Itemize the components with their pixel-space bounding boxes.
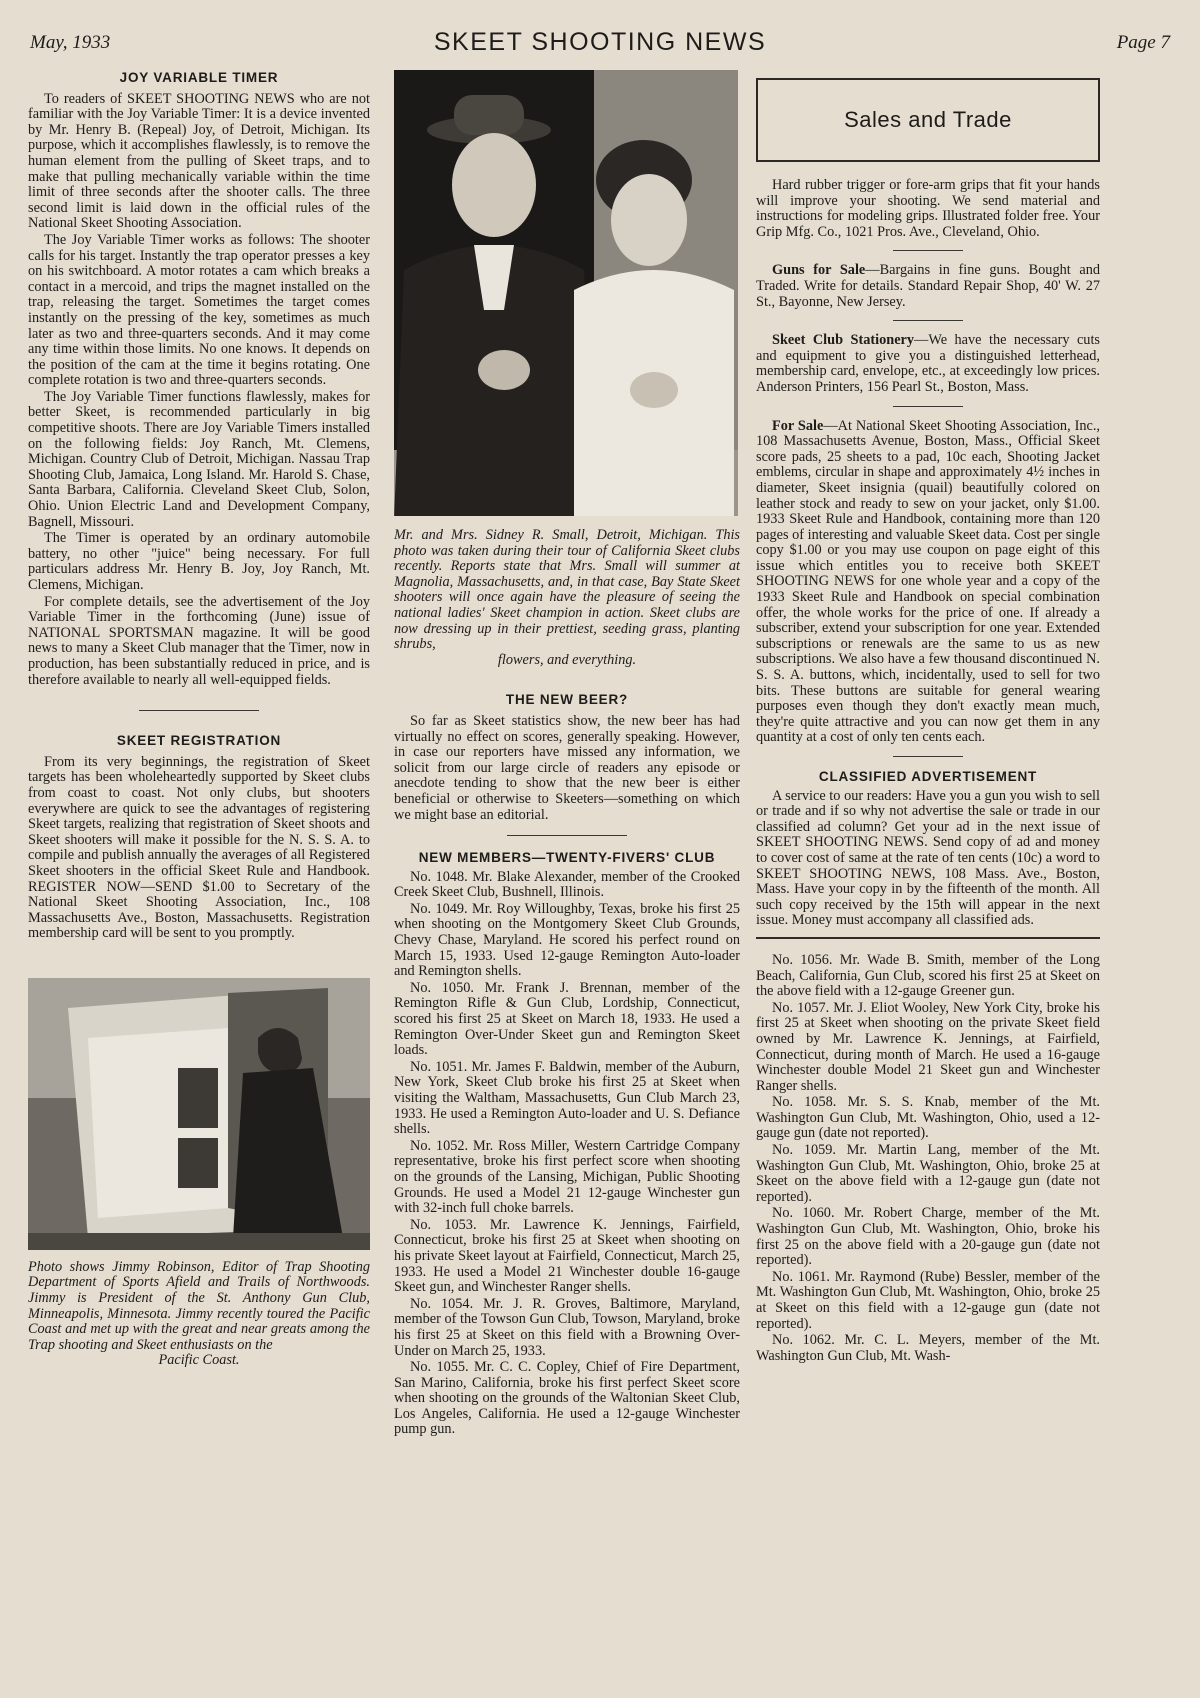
registration-paragraph: From its very beginnings, the registration of Skeet targets has been wholeheartedly supported by Skeet clubs from coast to coast. Not only clubs, but shooters everywhere are quick to see the advantages of registering Skeet targets, realizing that registration of Skeet shoots and Skeet shooters will make it possible for the N. S. S. A. to compile and publish annually the averages of all Registered Skeet shooters in the official Skeet Rule and Handbook. REGISTER NOW—SEND $1.00 to Secretary of the National Skeet Shooting Association, Inc., 108 Massachusetts Ave., Boston, Massachusetts. Registration membership card will be sent to you promptly. — [28, 753, 370, 942]
registration-heading: SKEET REGISTRATION — [116, 733, 282, 749]
section-divider — [507, 835, 627, 836]
classified-ad — [756, 419, 1100, 746]
column-middle — [394, 70, 740, 1438]
column-left — [28, 70, 370, 1369]
caption-text-last-line: flowers, and everything. — [497, 651, 637, 668]
ad-divider — [893, 250, 963, 251]
member-entry: No. 1059. Mr. Martin Lang, member of the Mt. Washington Gun Club, Mt. Washington, Ohio, broke 25 at Skeet on the above field with a 12-gauge gun (date not reported). — [756, 1142, 1100, 1205]
joy-timer-paragraph: The Joy Variable Timer functions flawlessly, makes for better Skeet, is recommended particularly in big competitive shoots. There are Joy Variable Timers installed on the following fields: Joy Ranch, Mt. Clemens, Michigan. Country Club of Detroit, Michigan. Nassau Trap Shooting Club, Jamaica, Long Island. Mr. Harold S. Chase, Santa Barbara, California. Cleveland Skeet Club, Solon, Ohio. Union Electric Land and Development Company, Bagnell, Missouri. — [28, 388, 370, 530]
section-divider — [893, 756, 963, 757]
classified-ad: Hard rubber trigger or fore-arm grips that fit your hands will improve your shooting. We send material and instructions for modeling grips. Illustrated folder free. Your Grip Mfg. Co., 1021 Pros. Ave., Cleveland, Ohio. — [756, 177, 1100, 240]
member-entry: No. 1061. Mr. Raymond (Rube) Bessler, member of the Mt. Washington Gun Club, Mt. Washington, Ohio, broke 25 at Skeet on this field with a 12-gauge gun (date not reported). — [756, 1268, 1100, 1332]
photo-small-couple — [394, 70, 738, 516]
classified-heading: CLASSIFIED ADVERTISEMENT — [818, 769, 1038, 784]
member-entry: No. 1051. Mr. James F. Baldwin, member of the Auburn, New York, Skeet Club broke his first 25 at Skeet when visiting the Waltham, Massachusetts, Gun Club March 23, 1933. He used a Remington Auto-loader and U. S. Defiance shells. — [394, 1058, 740, 1138]
member-entry: No. 1056. Mr. Wade B. Smith, member of the Long Beach, California, Gun Club, scored his first 25 at Skeet on the above field with a 12-gauge Greener gun. — [756, 951, 1100, 1000]
column-right — [756, 70, 1100, 1364]
member-entry: No. 1050. Mr. Frank J. Brennan, member of the Remington Rifle & Gun Club, Lordship, Connecticut, scored his first 25 at Skeet on March 18, 1933. He used a Remington Over-Under Skeet gun and Remington Skeet loads. — [394, 979, 740, 1059]
classified-paragraph: A service to our readers: Have you a gun you wish to sell or trade and if so why not advertise the sale or trade in our classified ad column? Get your ad in the next issue of SKEET SHOOTING NEWS. Send copy of ad and money to cover cost of same at the rate of ten cents (10c) a word to SKEET SHOOTING NEWS, 108 Mass. Ave., Boston, Mass. Have your copy in by the fifteenth of the month. All such copy received by the 15th will appear in the next issue. Money must accompany all classified ads. — [756, 787, 1100, 929]
ad-lead: Skeet Club Stationery — [772, 332, 915, 349]
caption-text-last-line: Pacific Coast. — [158, 1352, 240, 1369]
ad-body: —At National Skeet Shooting Association, Inc., 108 Massachusetts Avenue, Boston, Mass., Official Skeet score pads, 25 sheets to a pad, 10c each, Shooting Jacket emblems, circular in shape and approximately 4½ inches in diameter, Skeet insignia (quail) beautifully colored on leather stock and ready to sew on your jacket, only $1.00. 1933 Skeet Rule and Handbook, containing more than 120 pages of interesting and valuable Skeet data. Cost per single copy $1.00 or you may use coupon on page eight of this issue which entitles you to receive both SKEET SHOOTING NEWS for one whole year and a copy of the 1933 Skeet Rule and Handbook on special combination offer, the whole works for the price of one. If already a subscriber, extend your subscription for one year. Extended subscriptions or renewals are the same to us as new subscriptions. We also have a few thousand discontinued N. S. S. A. buttons, which, incidentally, used to sell for two bits. These buttons are suitable for general wearing purposes even though they don't exactly mean much, they're quite attractive and you can now get them in any quantity at a cost of only ten cents each. — [756, 417, 1100, 746]
member-entry: No. 1054. Mr. J. R. Groves, Baltimore, Maryland, member of the Towson Gun Club, Towson, Maryland, broke his first 25 at Skeet on this field with a Browning Over-Under on March 25, 1933. — [394, 1295, 740, 1359]
photo-jimmy-robinson — [28, 978, 370, 1250]
photo-caption — [28, 1260, 370, 1369]
joy-timer-paragraph: The Timer is operated by an ordinary automobile battery, no other "juice" being necessary. For full particulars address Mr. Henry B. Joy, Joy Ranch, Mt. Clemens, Michigan. — [28, 530, 370, 593]
joy-timer-paragraph: For complete details, see the advertisement of the Joy Variable Timer in the forthcoming (June) issue of NATIONAL SPORTSMAN magazine. It will be good news to many a Skeet Club manager that the Timer, now in production, has been substantially reduced in price, and is therefore available to nearly all well-equipped fields. — [28, 593, 370, 688]
member-entry: No. 1058. Mr. S. S. Knab, member of the Mt. Washington Gun Club, Mt. Washington, Ohio, used a 12-gauge gun (date not reported). — [756, 1094, 1100, 1142]
masthead-title: SKEET SHOOTING NEWS — [433, 28, 767, 56]
section-divider — [139, 710, 259, 711]
member-entry: No. 1060. Mr. Robert Charge, member of the Mt. Washington Gun Club, Mt. Washington, Ohio, broke his first 25 on the above field with a 20-gauge gun (date not reported). — [756, 1205, 1100, 1269]
classified-ad — [756, 263, 1100, 310]
member-entry: No. 1055. Mr. C. C. Copley, Chief of Fire Department, San Marino, California, broke his first perfect Skeet score when shooting on the grounds of the Waltonian Skeet Club, Los Angeles, California. He used a 12-gauge Winchester pump gun. — [394, 1359, 740, 1438]
caption-text: Photo shows Jimmy Robinson, Editor of Trap Shooting Department of Sports Afield and Trails of Northwoods. Jimmy is President of the St. Anthony Gun Club, Minneapolis, Minnesota. Jimmy recently toured the Pacific Coast and met up with the great and near greats among the Trap shooting and Skeet enthusiasts on the — [28, 1258, 370, 1353]
classified-ad — [756, 333, 1100, 395]
double-rule — [756, 937, 1100, 939]
page-number: Page 7 — [1116, 32, 1170, 53]
photo-caption — [394, 528, 740, 668]
ad-lead: For Sale — [772, 417, 824, 434]
joy-timer-paragraph: To readers of SKEET SHOOTING NEWS who are not familiar with the Joy Variable Timer: It is a device invented by Mr. Henry B. (Repeal) Joy, of Detroit, Michigan. Its purpose, which it accomplishes flawlessly, is to remove the human element from the pulling of Skeet traps, and to make that pulling mechanically variable within the time limit of three seconds after the shooter calls. The three second limit is laid down in the official rules of the National Skeet Shooting Association. — [28, 90, 370, 232]
member-entry: No. 1062. Mr. C. L. Meyers, member of the Mt. Washington Gun Club, Mt. Wash- — [756, 1332, 1100, 1364]
new-beer-paragraph: So far as Skeet statistics show, the new beer has had virtually no effect on scores, generally speaking. However, in case our reporters have missed any information, we solicit from our large circle of readers any episode or anecdote tending to show that the new beer is either beneficial or otherwise to Skeeters—something on which we might base an editorial. — [394, 712, 740, 823]
ad-lead: Guns for Sale — [772, 262, 866, 279]
member-entry: No. 1053. Mr. Lawrence K. Jennings, Fairfield, Connecticut, broke his first 25 at Skeet when shooting on his private Skeet layout at Fairfield, Connecticut, March 25, 1933. He used a Model 21 Winchester double 16-gauge Skeet gun, and Winchester Ranger shells. — [394, 1216, 740, 1296]
member-entry: No. 1048. Mr. Blake Alexander, member of the Crooked Creek Skeet Club, Bushnell, Illinois. — [394, 868, 740, 901]
ad-body: —We have the necessary cuts and equipment to give you a distinguished letterhead, membership card, envelope, etc., at exceedingly low prices. Anderson Printers, 156 Pearl St., Boston, Mass. — [756, 332, 1100, 395]
ad-divider — [893, 406, 963, 407]
new-beer-heading: THE NEW BEER? — [505, 692, 629, 708]
member-entry: No. 1052. Mr. Ross Miller, Western Cartridge Company representative, broke his first perfect score when shooting on the grounds of the Lansing, Michigan, Public Shooting Grounds. He used a Model 21 12-gauge Winchester gun with 32-inch full choke barrels. — [394, 1137, 740, 1217]
member-entry: No. 1057. Mr. J. Eliot Wooley, New York City, broke his first 25 at Skeet when shooting on the private Skeet field owned by Mr. Lawrence K. Jennings, at Fairfield, Connecticut, during month of March. He used a 16-gauge Winchester double Model 21 Skeet gun and Winchester Ranger shells. — [756, 999, 1100, 1094]
joy-timer-heading: JOY VARIABLE TIMER — [119, 70, 279, 85]
caption-text: Mr. and Mrs. Sidney R. Small, Detroit, Michigan. This photo was taken during their tour of California Skeet clubs recently. Reports state that Mrs. Small will summer at Magnolia, Massachusetts, and, in that case, Bay State Skeet shooters will once again have the pleasure of seeing the national ladies' Skeet champion in action. Skeet clubs are now dressing up in their prettiest, seeding grass, planting shrubs, — [394, 527, 740, 653]
ad-body: —Bargains in fine guns. Bought and Traded. Write for details. Standard Repair Shop, 40' W. 27 St., Bayonne, New Jersey. — [756, 262, 1100, 310]
sales-and-trade-box — [756, 78, 1100, 162]
member-entry: No. 1049. Mr. Roy Willoughby, Texas, broke his first 25 when shooting on the Montgomery Skeet Club Grounds, Chevy Chase, Maryland. He scored his perfect round on March 15, 1933. Used 12-gauge Remington Auto-loader and Remington shells. — [394, 900, 740, 980]
new-members-heading: NEW MEMBERS—TWENTY-FIVERS' CLUB — [418, 850, 716, 866]
ad-divider — [893, 320, 963, 321]
joy-timer-paragraph: The Joy Variable Timer works as follows: The shooter calls for his target. Instantly the trap operator presses a key on his switchboard. A motor rotates a cam which breaks a contact in a mercoid, and trips the magnet installed on the trap, releasing the target. Sometimes the target comes instantly on the pressing of the key, sometimes as much later as two and three-quarters seconds. And it may come any time within those limits. No one knows. It depends on the position of the cam at the time it begins rotating. One complete rotation is two and three-quarters seconds. — [28, 231, 370, 389]
issue-date: May, 1933 — [30, 32, 111, 53]
sales-and-trade-title: Sales and Trade — [844, 107, 1012, 133]
